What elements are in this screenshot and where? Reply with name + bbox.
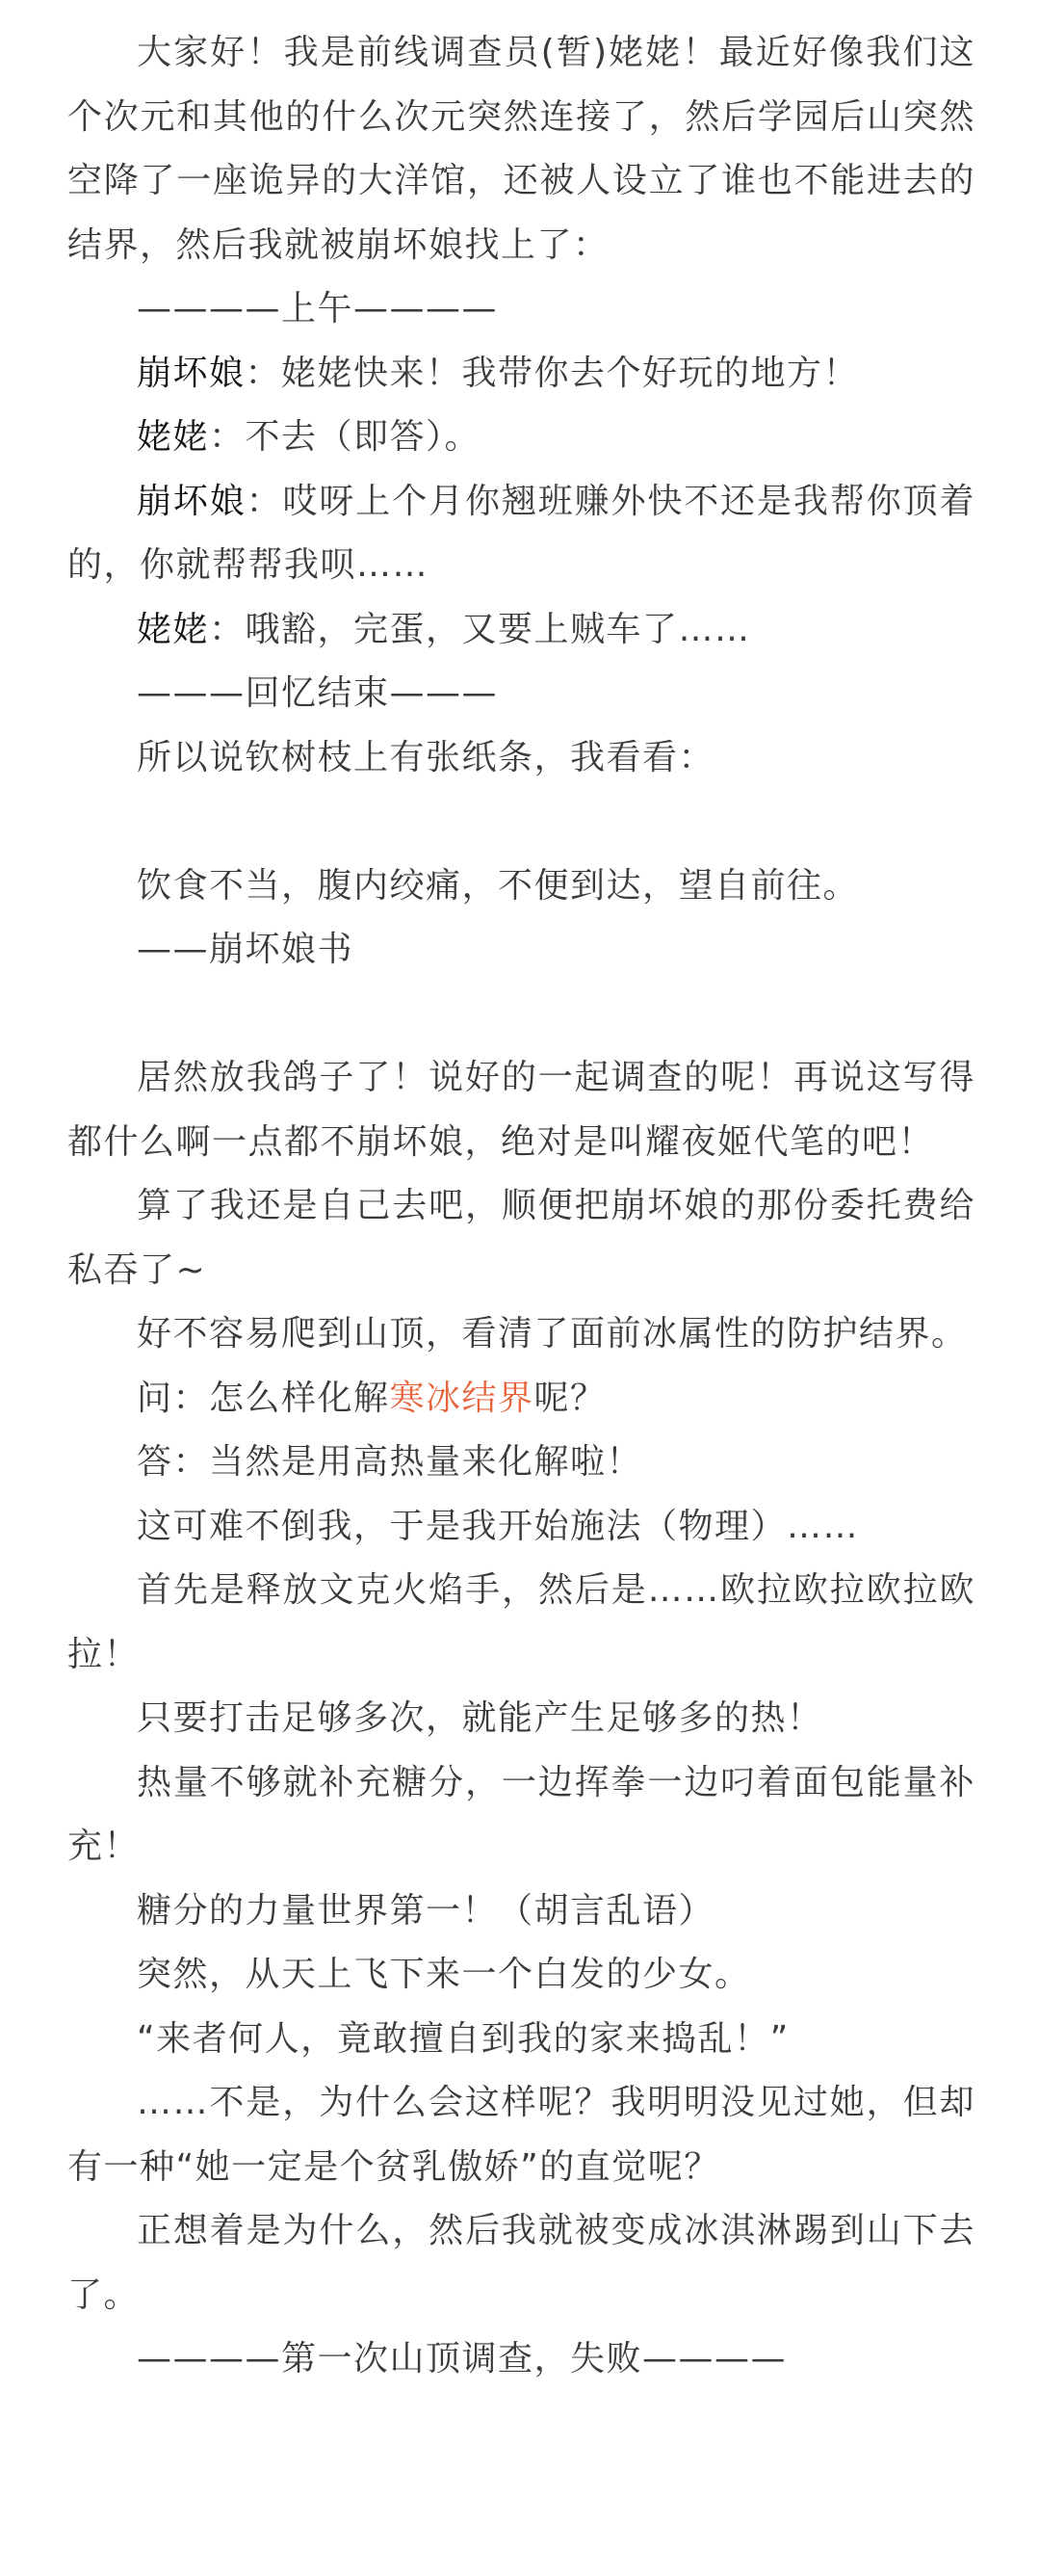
paragraph: 这可难不倒我，于是我开始施法（物理）…… — [137, 1506, 860, 1546]
paragraph: 热量不够就补充糖分，一边挥拳一边叼着面包能量补充！ — [67, 1762, 975, 1866]
dialogue-text: ：不去（即答）。 — [209, 417, 481, 457]
paragraph: ……不是，为什么会这样呢？我明明没见过她，但却有一种“她一定是个贫乳傲娇”的直觉呢？ — [67, 2083, 975, 2187]
question-text-before: 问：怎么样化解 — [137, 1378, 390, 1418]
highlight-keyword: 寒冰结界 — [389, 1378, 534, 1418]
answer-line: 答：当然是用高热量来化解啦！ — [137, 1442, 643, 1482]
scene-divider-memory-end: ———回忆结束——— — [137, 673, 499, 713]
note-content: 饮食不当，腹内绞痛，不便到达，望自前往。 — [137, 865, 860, 906]
dialogue-text: ：哎呀上个月你翘班赚外快不还是我帮你顶着的，你就帮帮我呗…… — [67, 481, 975, 585]
speaker-name: 崩坏娘 — [137, 353, 246, 393]
paragraph: 正想着是为什么，然后我就被变成冰淇淋踢到山下去了。 — [67, 2211, 975, 2315]
paragraph: 居然放我鸽子了！说好的一起调查的呢！再说这写得都什么啊一点都不崩坏娘，绝对是叫耀夜姬代笔的吧！ — [67, 1058, 975, 1162]
dialogue-text: ：姥姥快来！我带你去个好玩的地方！ — [245, 353, 860, 393]
speaker-name: 崩坏娘 — [137, 481, 247, 521]
scene-divider-morning: ————上午———— — [137, 289, 499, 329]
dialogue-text: ：哦豁，完蛋，又要上贼车了…… — [209, 609, 751, 649]
paragraph: 糖分的力量世界第一！（胡言乱语） — [137, 1890, 715, 1931]
dialogue-line — [67, 406, 975, 470]
dialogue-line — [67, 342, 975, 407]
paragraph: 算了我还是自己去吧，顺便把崩坏娘的那份委托费给私吞了~ — [67, 1186, 975, 1290]
blank-line — [67, 983, 975, 1047]
dialogue-line — [67, 470, 975, 598]
question-text-after: 呢？ — [533, 1378, 607, 1418]
blank-line — [67, 790, 975, 854]
dialogue-line — [67, 598, 975, 663]
paragraph-intro: 大家好！我是前线调查员(暂)姥姥！最近好像我们这个次元和其他的什么次元突然连接了，然后学园后山突然空降了一座诡异的大洋馆，还被人设立了谁也不能进去的结界，然后我就被崩坏娘找上了： — [67, 33, 975, 265]
paragraph-note-intro: 所以说钦树枝上有张纸条，我看看： — [137, 737, 715, 777]
speaker-name: 姥姥 — [137, 609, 210, 649]
question-line — [67, 1367, 975, 1432]
paragraph: 只要打击足够多次，就能产生足够多的热！ — [137, 1698, 823, 1738]
quote-line: “来者何人，竟敢擅自到我的家来捣乱！” — [137, 2018, 790, 2059]
paragraph: 首先是释放文克火焰手，然后是……欧拉欧拉欧拉欧拉！ — [67, 1570, 975, 1674]
scene-divider-failure: ————第一次山顶调查，失败———— — [137, 2339, 788, 2379]
paragraph: 好不容易爬到山顶，看清了面前冰属性的防护结界。 — [137, 1314, 968, 1354]
speaker-name: 姥姥 — [137, 417, 210, 457]
paragraph: 突然，从天上飞下来一个白发的少女。 — [137, 1955, 751, 1994]
note-signature: ——崩坏娘书 — [137, 930, 354, 969]
